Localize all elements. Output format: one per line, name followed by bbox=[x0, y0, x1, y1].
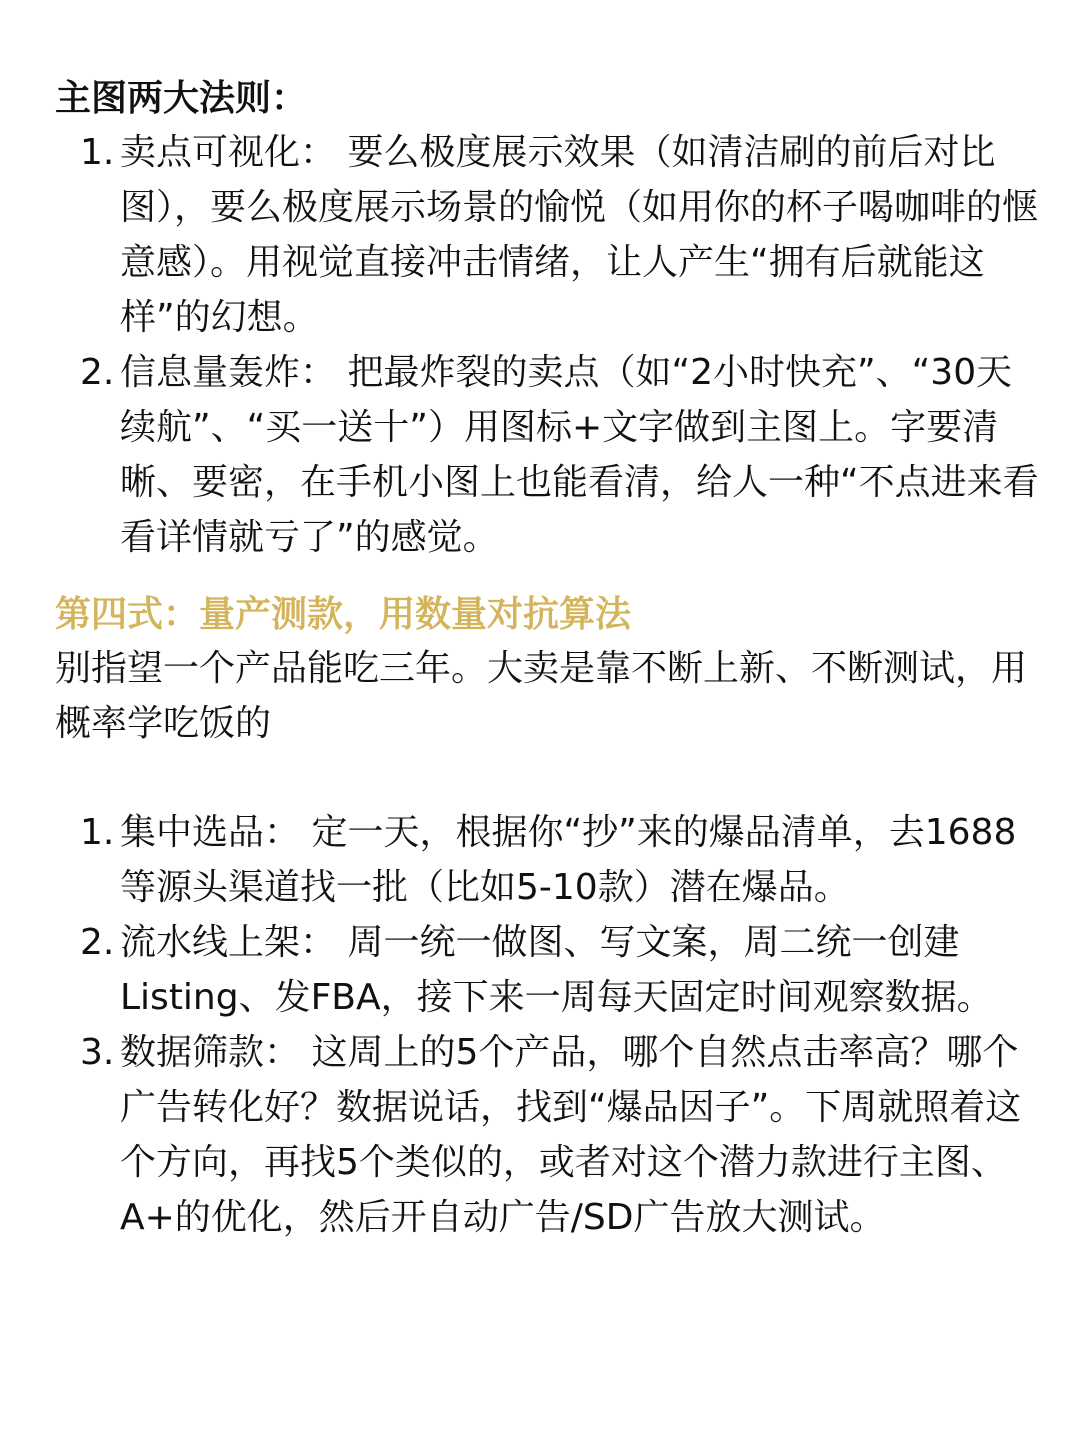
list-item-number: 1. bbox=[80, 812, 115, 853]
section-intro-paragraph: 别指望一个产品能吃三年。大卖是靠不断上新、不断测试，用概率学吃饭的 bbox=[55, 648, 1028, 744]
list-item bbox=[80, 125, 1040, 345]
list-item-text: 流水线上架： 周一统一做图、写文案，周二统一创建Listing、发FBA，接下来一周每天固定时间观察数据。 bbox=[120, 922, 993, 1018]
list-item-number: 1. bbox=[80, 132, 115, 173]
section-heading-main-image-rules: 主图两大法则： bbox=[55, 78, 308, 119]
list-item-number: 3. bbox=[80, 1032, 115, 1073]
list-item-text: 集中选品： 定一天，根据你“抄”来的爆品清单，去1688等源头渠道找一批（比如5-10款）潜在爆品。 bbox=[120, 812, 1017, 908]
list-item bbox=[80, 1025, 1040, 1245]
mass-testing-steps-list bbox=[80, 805, 1040, 1245]
list-item bbox=[80, 805, 1040, 915]
list-item-text: 数据筛款： 这周上的5个产品，哪个自然点击率高？哪个广告转化好？数据说话，找到“爆品因子”。下周就照着这个方向，再找5个类似的，或者对这个潜力款进行主图、A+的优化，然后开自动广告/SD广告放大测试。 bbox=[120, 1032, 1022, 1238]
list-item-text: 卖点可视化： 要么极度展示效果（如清洁刷的前后对比图），要么极度展示场景的愉悦（如用你的杯子喝咖啡的惬意感）。用视觉直接冲击情绪，让人产生“拥有后就能这样”的幻想。 bbox=[120, 132, 1039, 338]
list-item bbox=[80, 915, 1040, 1025]
list-item-number: 2. bbox=[80, 352, 115, 393]
list-item-number: 2. bbox=[80, 922, 115, 963]
list-item-text: 信息量轰炸： 把最炸裂的卖点（如“2小时快充”、“30天续航”、“买一送十”）用图标+文字做到主图上。字要清晰、要密，在手机小图上也能看清，给人一种“不点进来看看详情就亏了”的感觉。 bbox=[120, 352, 1039, 558]
main-image-rules-list bbox=[80, 125, 1040, 565]
section-heading-fourth-method: 第四式：量产测款，用数量对抗算法 bbox=[55, 594, 632, 635]
list-item bbox=[80, 345, 1040, 565]
